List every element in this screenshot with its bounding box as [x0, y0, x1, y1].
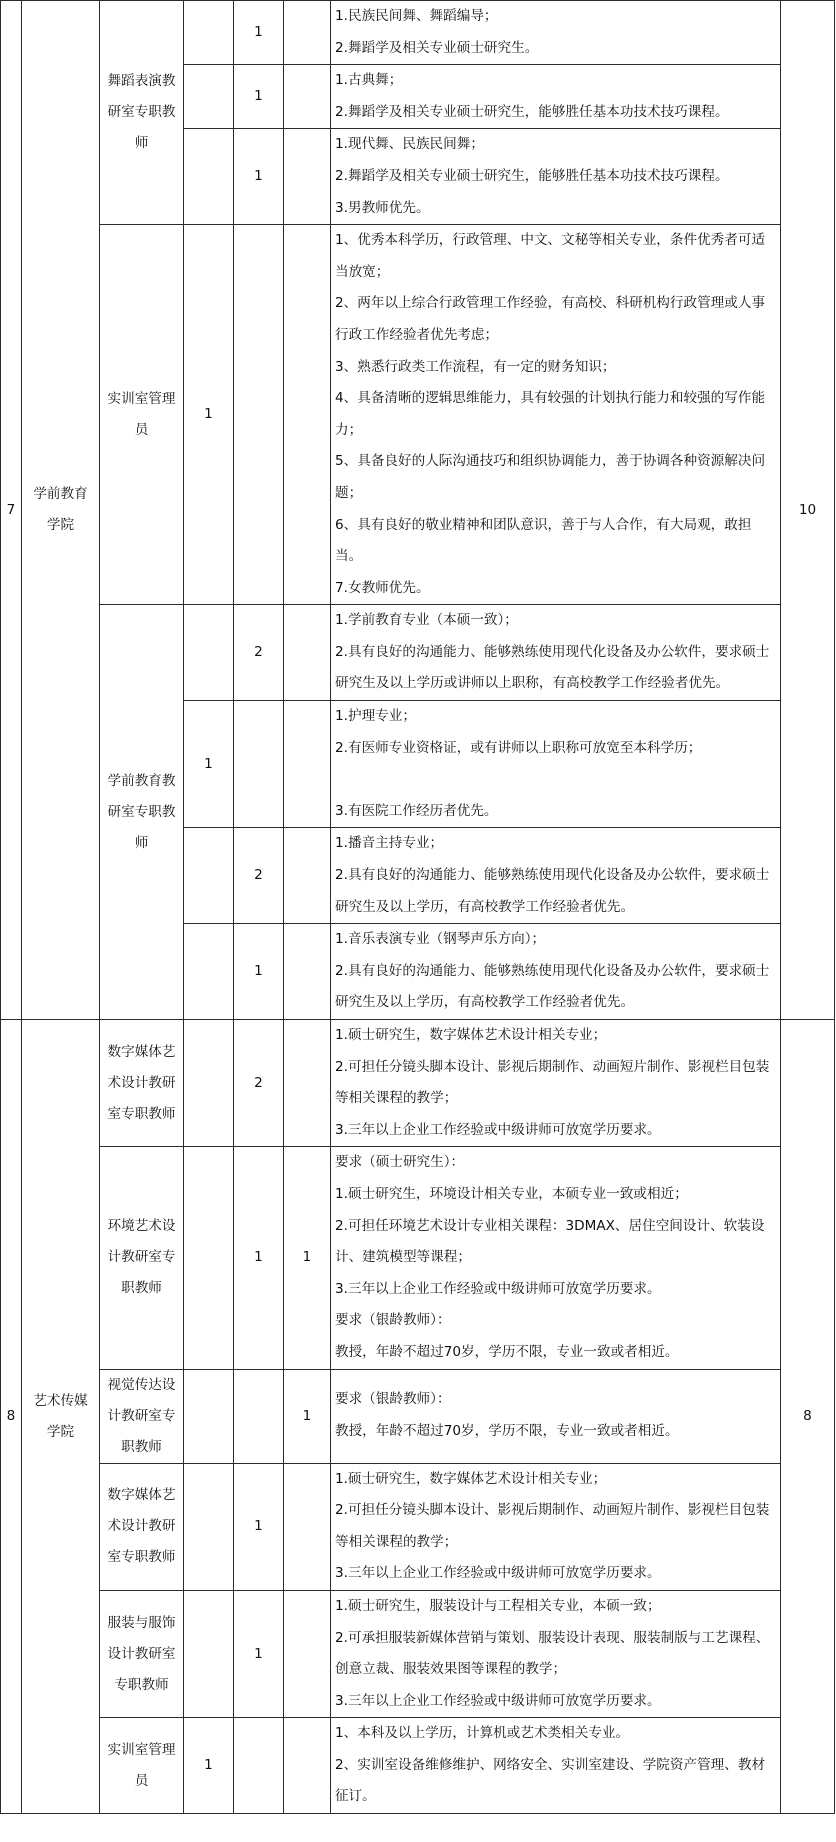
post-cell: 数字媒体艺术设计教研室专职教师 [100, 1463, 184, 1590]
req-line: 教授，年龄不超过70岁，学历不限，专业一致或者相近。 [335, 1423, 679, 1440]
count-cell: 2 [234, 1020, 284, 1147]
table-row [1, 225, 835, 605]
count-b-cell [284, 65, 331, 129]
blank-line [335, 764, 776, 796]
count-b-cell [284, 1590, 331, 1717]
post-cell: 视觉传达设计教研室专职教师 [100, 1369, 184, 1463]
requirements-cell [331, 1590, 781, 1717]
req-line: 要求（硕士研究生）： [335, 1154, 465, 1171]
count-a-cell [184, 828, 234, 924]
count-a-cell [184, 1369, 234, 1463]
req-line: 3.三年以上企业工作经验或中级讲师可放宽学历要求。 [335, 1565, 661, 1582]
post-cell: 实训室管理员 [100, 1718, 184, 1814]
req-line: 要求（银龄教师）： [335, 1312, 451, 1329]
table-row [1, 1718, 835, 1814]
requirements-cell [331, 605, 781, 701]
requirements-cell [331, 129, 781, 225]
count-cell: 1 [234, 129, 284, 225]
count-b-cell: 1 [284, 1147, 331, 1369]
count-cell: 1 [234, 65, 284, 129]
table-row [1, 1463, 835, 1590]
req-line: 1.音乐表演专业（钢琴声乐方向）； [335, 931, 546, 948]
count-cell: 2 [234, 828, 284, 924]
req-line: 1、优秀本科学历，行政管理、中文、文秘等相关专业，条件优秀者可适当放宽； [335, 232, 766, 280]
count-cell [234, 701, 284, 828]
table-row [1, 605, 835, 701]
count-a-cell [184, 65, 234, 129]
count-b-cell [284, 828, 331, 924]
count-cell: 1 [234, 1590, 284, 1717]
requirements-cell [331, 225, 781, 605]
count-a-cell [184, 924, 234, 1020]
count-b-cell [284, 129, 331, 225]
count-b-cell: 1 [284, 1369, 331, 1463]
count-a-cell [184, 1590, 234, 1717]
post-cell: 服装与服饰设计教研室专职教师 [100, 1590, 184, 1717]
req-line: 3.男教师优先。 [335, 199, 430, 216]
total-cell: 8 [781, 1020, 835, 1814]
college-cell: 艺术传媒学院 [22, 1020, 100, 1814]
college-cell: 学前教育学院 [22, 1, 100, 1020]
req-line: 3.三年以上企业工作经验或中级讲师可放宽学历要求。 [335, 1692, 661, 1709]
req-line: 2.舞蹈学及相关专业硕士研究生，能够胜任基本功技术技巧课程。 [335, 103, 729, 120]
req-line: 2.可担任分镜头脚本设计、影视后期制作、动画短片制作、影视栏目包装等相关课程的教学； [335, 1058, 770, 1107]
count-b-cell [284, 701, 331, 828]
requirements-cell [331, 1463, 781, 1590]
table-row [1, 1369, 835, 1463]
post-cell: 学前教育教研室专职教师 [100, 605, 184, 1020]
requirements-cell [331, 1020, 781, 1147]
post-cell: 实训室管理员 [100, 225, 184, 605]
total-cell: 10 [781, 1, 835, 1020]
req-line: 2.有医师专业资格证，或有讲师以上职称可放宽至本科学历； [335, 739, 702, 756]
requirements-cell [331, 1718, 781, 1814]
req-line: 2.可承担服装新媒体营销与策划、服装设计表现、服装制版与工艺课程、创意立裁、服装效果图等课程的教学； [335, 1629, 770, 1678]
post-cell: 舞蹈表演教研室专职教师 [100, 1, 184, 225]
req-line: 7.女教师优先。 [335, 579, 430, 596]
req-line: 5、具备良好的人际沟通技巧和组织协调能力，善于协调各种资源解决问题； [335, 453, 766, 501]
req-line: 1.硕士研究生，环境设计相关专业，本硕专业一致或相近； [335, 1185, 688, 1202]
count-a-cell: 1 [184, 225, 234, 605]
req-line: 2.具有良好的沟通能力、能够熟练使用现代化设备及办公软件，要求硕士研究生及以上学历或讲师以上职称，有高校教学工作经验者优先。 [335, 643, 770, 692]
req-line: 2.可担任环境艺术设计专业相关课程：3DMAX、居住空间设计、软装设计、建筑模型等课程； [335, 1217, 765, 1266]
req-line: 1.硕士研究生，服装设计与工程相关专业，本硕一致； [335, 1597, 661, 1614]
count-b-cell [284, 225, 331, 605]
req-line: 2.舞蹈学及相关专业硕士研究生，能够胜任基本功技术技巧课程。 [335, 167, 729, 184]
count-cell [234, 1369, 284, 1463]
req-line: 2、两年以上综合行政管理工作经验，有高校、科研机构行政管理或人事行政工作经验者优先考虑； [335, 295, 766, 343]
req-line: 2.舞蹈学及相关专业硕士研究生。 [335, 39, 539, 56]
req-line: 6、具有良好的敬业精神和团队意识，善于与人合作，有大局观，敢担当。 [335, 516, 752, 565]
count-cell: 1 [234, 1463, 284, 1590]
req-line: 1.播音主持专业； [335, 835, 444, 852]
requirements-cell [331, 1, 781, 65]
req-line: 1、本科及以上学历，计算机或艺术类相关专业。 [335, 1725, 630, 1742]
req-line: 2.具有良好的沟通能力、能够熟练使用现代化设备及办公软件，要求硕士研究生及以上学历，有高校教学工作经验者优先。 [335, 867, 770, 915]
count-b-cell [284, 605, 331, 701]
req-line: 3.有医院工作经历者优先。 [335, 802, 498, 819]
count-a-cell [184, 1020, 234, 1147]
req-line: 2.可担任分镜头脚本设计、影视后期制作、动画短片制作、影视栏目包装等相关课程的教学； [335, 1502, 770, 1550]
req-line: 教授，年龄不超过70岁，学历不限，专业一致或者相近。 [335, 1343, 679, 1360]
req-line: 1.护理专业； [335, 708, 416, 725]
count-cell: 1 [234, 924, 284, 1020]
count-b-cell [284, 924, 331, 1020]
count-cell: 1 [234, 1, 284, 65]
table-row [1, 1, 835, 65]
seq-cell: 8 [1, 1020, 22, 1814]
count-a-cell [184, 1, 234, 65]
count-cell: 1 [234, 1147, 284, 1369]
req-line: 1.硕士研究生，数字媒体艺术设计相关专业； [335, 1470, 607, 1487]
count-a-cell: 1 [184, 701, 234, 828]
req-line: 1.古典舞； [335, 72, 403, 89]
count-a-cell [184, 1463, 234, 1590]
count-b-cell [284, 1, 331, 65]
count-b-cell [284, 1020, 331, 1147]
requirements-cell [331, 1147, 781, 1369]
req-line: 要求（银龄教师）： [335, 1391, 451, 1408]
req-line: 1.学前教育专业（本硕一致）； [335, 612, 518, 629]
req-line: 3.三年以上企业工作经验或中级讲师可放宽学历要求。 [335, 1280, 661, 1297]
req-line: 4、具备清晰的逻辑思维能力，具有较强的计划执行能力和较强的写作能力； [335, 390, 766, 438]
count-a-cell [184, 129, 234, 225]
count-a-cell [184, 605, 234, 701]
req-line: 1.民族民间舞、舞蹈编导； [335, 8, 498, 24]
count-cell: 2 [234, 605, 284, 701]
requirements-cell [331, 1369, 781, 1463]
req-line: 3、熟悉行政类工作流程，有一定的财务知识； [335, 358, 616, 375]
count-b-cell [284, 1463, 331, 1590]
table-row [1, 1147, 835, 1369]
table-row [1, 1020, 835, 1147]
requirements-cell [331, 924, 781, 1020]
requirements-cell [331, 701, 781, 828]
req-line: 1.硕士研究生，数字媒体艺术设计相关专业； [335, 1027, 607, 1043]
req-line: 2、实训室设备维修维护、网络安全、实训室建设、学院资产管理、教材征订。 [335, 1756, 766, 1805]
requirements-cell [331, 65, 781, 129]
requirements-cell [331, 828, 781, 924]
post-cell: 数字媒体艺术设计教研室专职教师 [100, 1020, 184, 1147]
table-row [1, 1590, 835, 1717]
req-line: 1.现代舞、民族民间舞； [335, 136, 484, 153]
count-cell [234, 1718, 284, 1814]
count-b-cell [284, 1718, 331, 1814]
req-line: 3.三年以上企业工作经验或中级讲师可放宽学历要求。 [335, 1121, 661, 1138]
count-a-cell: 1 [184, 1718, 234, 1814]
req-line: 2.具有良好的沟通能力、能够熟练使用现代化设备及办公软件，要求硕士研究生及以上学历，有高校教学工作经验者优先。 [335, 962, 770, 1011]
count-a-cell [184, 1147, 234, 1369]
post-cell: 环境艺术设计教研室专职教师 [100, 1147, 184, 1369]
count-cell [234, 225, 284, 605]
seq-cell: 7 [1, 1, 22, 1020]
